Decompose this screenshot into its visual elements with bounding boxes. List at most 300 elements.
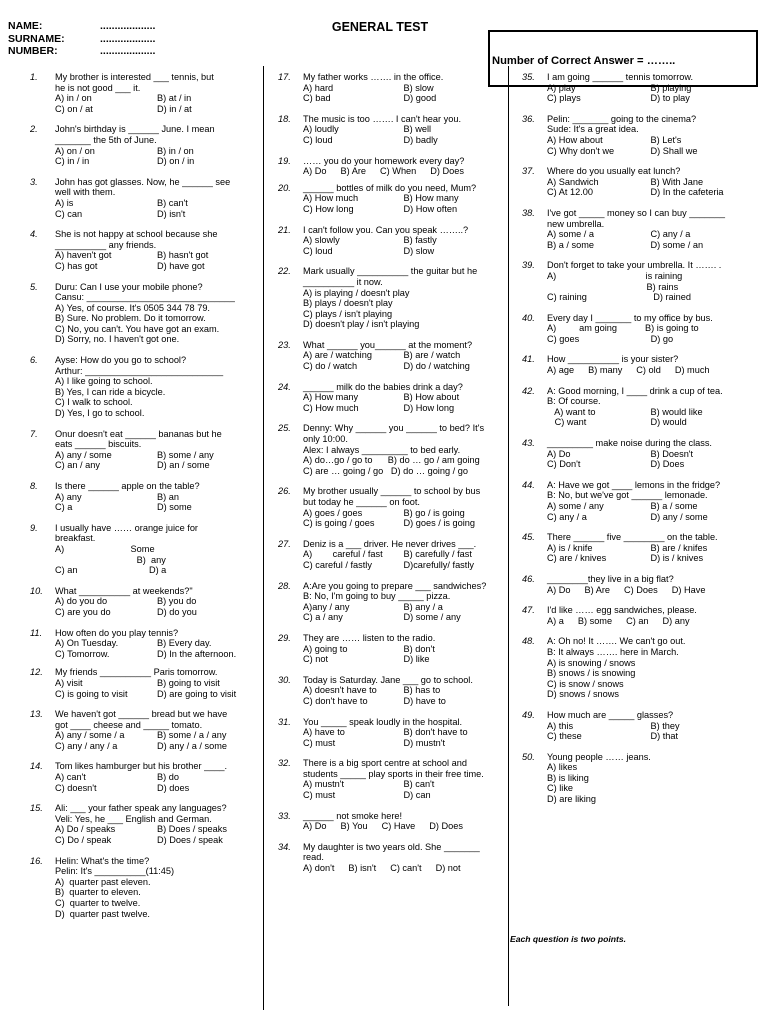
answer-option[interactable]: A) haven't got	[55, 250, 112, 261]
answer-option[interactable]: C) a / any	[303, 612, 343, 623]
answer-option[interactable]: B) Are	[340, 166, 367, 177]
answer-option[interactable]: B) any / a	[403, 601, 443, 612]
answer-option[interactable]: D) some / any	[403, 612, 461, 623]
answer-option[interactable]: C) can	[55, 208, 83, 219]
answer-option[interactable]: A) a	[547, 615, 564, 626]
answer-option[interactable]: A) likes	[547, 762, 578, 773]
answer-option[interactable]: B) rains	[547, 281, 679, 292]
question-number: 44.	[522, 479, 535, 490]
answer-option[interactable]: C) an / any	[55, 460, 100, 471]
answer-option[interactable]: A) Do	[547, 584, 571, 595]
answer-options	[547, 229, 750, 250]
question-body	[303, 842, 500, 874]
answer-option[interactable]: B) isn't	[348, 863, 377, 874]
answer-option[interactable]: D) Does / speak	[157, 835, 223, 846]
question-text: A:Are you going to prepare ___ sandwiches? B: No, I'm going to buy _____ pizza.	[303, 580, 487, 602]
answer-option[interactable]: A) some / a	[547, 229, 594, 240]
answer-option[interactable]: A) Do / speaks	[55, 824, 116, 835]
answer-option[interactable]: A) am going B) is going to	[547, 323, 699, 334]
answer-option[interactable]: B) go / is going	[403, 507, 465, 518]
question-block	[30, 803, 255, 845]
answer-option[interactable]: C) any / a	[547, 511, 587, 522]
answer-option[interactable]: D) any / some	[650, 511, 708, 522]
answer-option[interactable]: C) quarter to twelve.	[55, 898, 141, 908]
answer-option[interactable]: B) any	[55, 554, 166, 565]
answer-options	[303, 124, 500, 145]
answer-options	[547, 407, 750, 428]
answer-option[interactable]: A) have to	[303, 727, 345, 738]
question-text: A: Good morning, I ____ drink a cup of tea. B: Of course.	[547, 385, 723, 407]
answer-option[interactable]: D) have got	[157, 260, 205, 271]
question-body	[303, 811, 500, 832]
question-text: There is a big sport centre at school and students _____ play sports in their free time.	[303, 758, 484, 779]
answer-options	[303, 455, 500, 476]
answer-option[interactable]: C) not	[303, 654, 329, 665]
question-body	[55, 628, 255, 660]
answer-option[interactable]: B) quarter to eleven.	[55, 887, 141, 898]
answer-option[interactable]: D) Sorry, no. I haven't got one.	[55, 334, 180, 345]
answer-option[interactable]: A) How about	[547, 134, 603, 145]
question-number: 23.	[278, 339, 291, 350]
answer-option[interactable]: B) an	[157, 491, 179, 502]
answer-option[interactable]: B) Every day.	[157, 638, 212, 649]
answer-option[interactable]: B) plays / doesn't play	[303, 298, 393, 309]
answer-options	[547, 543, 750, 564]
answer-option[interactable]: D) Shall we	[650, 145, 698, 156]
question-block	[30, 229, 255, 271]
answer-option[interactable]: C) any / a	[650, 229, 691, 240]
question-text: Duru: Can I use your mobile phone? Cansu: _____________________________	[55, 281, 235, 303]
answer-option[interactable]: D) are going to visit	[157, 688, 237, 699]
answer-option[interactable]: C) Tomorrow.	[55, 648, 110, 659]
answer-options	[303, 350, 500, 371]
answer-option[interactable]: C) careful / fastly	[303, 559, 372, 570]
question-body	[55, 124, 255, 166]
answer-option[interactable]: C) How much	[303, 402, 359, 413]
answer-option[interactable]: B) can't	[157, 197, 188, 208]
question-block	[30, 72, 255, 114]
answer-option[interactable]: D) does	[157, 782, 190, 793]
answer-option[interactable]: C) plays	[547, 93, 581, 104]
answer-option[interactable]: C) At 12.00	[547, 187, 593, 198]
answer-options	[547, 449, 750, 470]
question-text: Pelin: _______ going to the cinema? Sude: It's a great idea.	[547, 113, 697, 135]
answer-option[interactable]: D) do / watching	[403, 361, 470, 372]
question-block	[522, 710, 750, 742]
question-text: …… you do your homework every day?	[303, 155, 465, 166]
answer-option[interactable]: B) do	[157, 772, 179, 783]
question-block	[30, 667, 255, 699]
question-block	[278, 382, 500, 414]
answer-option[interactable]: C) loud	[303, 134, 333, 145]
answer-option[interactable]: A) loudly	[303, 124, 339, 135]
answer-options	[55, 376, 255, 418]
answer-option[interactable]: D) like	[403, 654, 430, 665]
question-number: 39.	[522, 260, 535, 271]
question-number: 34.	[278, 841, 291, 852]
answer-option[interactable]: B) playing	[650, 82, 692, 93]
answer-option[interactable]: B) in / on	[157, 145, 194, 156]
answer-option[interactable]: D) Does	[650, 459, 685, 470]
answer-option[interactable]: A) How much	[303, 193, 359, 204]
question-body	[55, 586, 255, 618]
answer-option[interactable]: B) is liking	[547, 772, 589, 783]
answer-option[interactable]: D) do you	[157, 606, 197, 617]
answer-options	[547, 762, 750, 804]
questions-column-1	[30, 72, 255, 929]
answer-option[interactable]: A) in / on	[55, 93, 92, 104]
answer-option[interactable]: A) is / knife	[547, 542, 593, 553]
answer-option[interactable]: D) some / an	[650, 239, 704, 250]
answer-option[interactable]: A) going to	[303, 643, 348, 654]
answer-option[interactable]: C) want	[547, 417, 587, 428]
question-block	[30, 481, 255, 513]
answer-option[interactable]: B) slow	[403, 82, 434, 93]
answer-option[interactable]: C) are / knives	[547, 553, 607, 564]
answer-option[interactable]: D) mustn't	[403, 737, 446, 748]
question-body	[303, 382, 500, 414]
question-text: What __________ at weekends?"	[55, 585, 193, 596]
answer-options	[547, 271, 750, 303]
answer-option[interactable]: B) a / some	[650, 501, 698, 511]
question-text: Ali: ___ your father speak any languages? Veli: Yes, he ___ English and German.	[55, 803, 227, 824]
question-block	[522, 313, 750, 345]
answer-option[interactable]: A) is playing / doesn't play	[303, 287, 410, 298]
question-body	[55, 481, 255, 513]
question-block	[522, 114, 750, 156]
answer-option[interactable]: C) are you do	[55, 606, 111, 617]
answer-option[interactable]: A) mustn't	[303, 779, 345, 790]
answer-option[interactable]: C) an	[626, 615, 649, 626]
answer-option[interactable]: D) in / at	[157, 103, 192, 114]
answer-option[interactable]: A) some / any	[547, 501, 604, 511]
answer-option[interactable]: D) Does	[430, 166, 464, 177]
answer-option[interactable]: A) want to	[547, 406, 596, 417]
answer-option[interactable]: C) I walk to school.	[55, 397, 133, 408]
answer-options	[55, 450, 255, 471]
answer-options	[303, 644, 500, 665]
answer-option[interactable]: C) loud	[303, 245, 333, 256]
answer-option[interactable]: C) must	[303, 737, 336, 748]
answer-option[interactable]: A) can't	[55, 772, 86, 783]
answer-option[interactable]: D) an / some	[157, 460, 210, 471]
answer-option[interactable]: C) is going to visit	[55, 688, 128, 699]
answer-option[interactable]: A) How many	[303, 392, 359, 403]
answer-option[interactable]: D) good	[403, 93, 437, 104]
answer-option[interactable]: D) How often	[403, 203, 458, 214]
question-block	[278, 340, 500, 372]
answer-option[interactable]: A) Sandwich	[547, 176, 599, 187]
answer-option[interactable]: A) Do	[547, 448, 571, 459]
answer-option[interactable]: C) Do / speak	[55, 835, 112, 846]
answer-option[interactable]: B) don't	[403, 643, 435, 654]
answer-option[interactable]: C) on / at	[55, 103, 93, 114]
answer-option[interactable]: B) well	[403, 124, 432, 135]
answer-option[interactable]: A) don't	[303, 863, 335, 874]
number-blank[interactable]: ...................	[100, 45, 156, 57]
question-block	[522, 480, 750, 522]
answer-options	[303, 549, 500, 570]
answer-option[interactable]: D) any / a / some	[157, 740, 227, 751]
answer-option[interactable]: C) don't have to	[303, 695, 368, 706]
answer-options	[547, 616, 750, 627]
answer-option[interactable]: A) visit	[55, 677, 83, 688]
answer-option[interactable]: D) have to	[403, 695, 446, 706]
answer-option[interactable]: A) Do	[303, 821, 327, 832]
answer-option[interactable]: C) do / watch	[303, 361, 358, 372]
answer-option[interactable]: A) this	[547, 720, 574, 731]
question-text: They are …… listen to the radio.	[303, 632, 436, 643]
answer-option[interactable]: B) would like	[650, 406, 703, 417]
answer-option[interactable]: B) Yes, I can ride a bicycle.	[55, 386, 166, 397]
answer-option[interactable]: D) snows / snows	[547, 689, 619, 700]
question-body	[303, 114, 500, 146]
surname-field-row	[8, 33, 155, 46]
question-body	[303, 266, 500, 330]
answer-options	[55, 772, 255, 793]
answer-option[interactable]: A) hard	[303, 82, 334, 93]
answer-option[interactable]: D) that	[650, 731, 679, 742]
answer-options	[55, 678, 255, 699]
answer-option[interactable]: B) Sure. No problem. Do it tomorrow.	[55, 313, 206, 324]
name-label: NAME:	[8, 20, 43, 32]
answer-option[interactable]: B) some / any	[157, 449, 214, 460]
answer-option[interactable]: C) Why don't we	[547, 145, 615, 156]
answer-option[interactable]: C) must	[303, 790, 336, 801]
question-body	[303, 183, 500, 215]
answer-option[interactable]: A) do…go / go to B) do … go / am going	[303, 455, 480, 466]
answer-options	[547, 83, 750, 104]
answer-option[interactable]: B) has to	[403, 685, 441, 696]
question-block	[278, 423, 500, 476]
answer-option[interactable]: A) on / on	[55, 145, 95, 156]
answer-option[interactable]: D) In the afternoon.	[157, 648, 237, 659]
question-text: Don't forget to take your umbrella. It ……. .	[547, 260, 722, 271]
answer-option[interactable]: D) not	[435, 863, 461, 874]
answer-option[interactable]: B) are / watch	[403, 350, 461, 361]
answer-option[interactable]: B) going to visit	[157, 677, 220, 688]
answer-option[interactable]: B) Are	[584, 584, 611, 595]
answer-option[interactable]: D) to play	[650, 93, 690, 104]
answer-option[interactable]: B) Let's	[650, 134, 682, 145]
question-body	[55, 177, 255, 219]
question-number: 41.	[522, 354, 535, 365]
answer-option[interactable]: D) isn't	[157, 208, 186, 219]
answer-option[interactable]: B) can't	[403, 779, 435, 790]
question-body	[55, 72, 255, 114]
answer-option[interactable]: C) When	[380, 166, 417, 177]
answer-option[interactable]: B) snows / is snowing	[547, 668, 636, 679]
answer-option[interactable]: A) any	[55, 491, 82, 502]
answer-option[interactable]: B) they	[650, 720, 680, 731]
answer-option[interactable]: A) any / some / a	[55, 730, 125, 741]
answer-option[interactable]: C) Don't	[547, 459, 581, 470]
question-block	[522, 72, 750, 104]
answer-option[interactable]: D) some	[157, 502, 192, 513]
question-body	[55, 523, 255, 576]
answer-option[interactable]: D) quarter past twelve.	[55, 908, 150, 919]
answer-option[interactable]: C) a	[55, 502, 73, 513]
answer-option[interactable]: A) is raining	[547, 270, 683, 281]
answer-option[interactable]: B) With Jane	[650, 176, 704, 187]
question-block	[278, 156, 500, 177]
answer-option[interactable]: D) is / knives	[650, 553, 704, 564]
answer-option[interactable]: B) many	[588, 365, 623, 376]
answer-option[interactable]: D)carefully/ fastly	[403, 559, 474, 570]
answer-option[interactable]: A)any / any	[303, 601, 350, 612]
answer-option[interactable]: D) badly	[403, 134, 438, 145]
question-block	[30, 124, 255, 166]
question-body	[547, 710, 750, 742]
question-block	[30, 355, 255, 419]
question-block	[522, 532, 750, 564]
question-number: 13.	[30, 709, 43, 720]
answer-option[interactable]: D) How long	[403, 402, 455, 413]
question-body	[547, 438, 750, 470]
questions-column-3	[522, 72, 750, 815]
answer-option[interactable]: B) are / knifes	[650, 542, 708, 553]
question-text: My daughter is two years old. She _______ read.	[303, 841, 480, 863]
question-number: 40.	[522, 312, 535, 323]
answer-option[interactable]: D) any	[662, 615, 690, 626]
question-text: Helin: What's the time? Pelin: It's __________(11:45)	[55, 855, 175, 877]
answer-option[interactable]: C) in / in	[55, 156, 90, 167]
answer-option[interactable]: C) No, you can't. You have got an exam.	[55, 323, 220, 334]
answer-option[interactable]: C) is going / goes	[303, 518, 375, 529]
answer-option[interactable]: D) Have	[671, 584, 706, 595]
answer-option[interactable]: B) don't have to	[403, 727, 468, 738]
question-number: 10.	[30, 585, 43, 596]
answer-option[interactable]: A) are / watching	[303, 350, 372, 361]
answer-option[interactable]: B) hasn't got	[157, 250, 209, 261]
answer-option[interactable]: D) are liking	[547, 794, 597, 805]
answer-option[interactable]: C) an D) a	[55, 565, 167, 576]
name-blank[interactable]: ...................	[100, 20, 156, 32]
answer-option[interactable]: B) some / a / any	[157, 730, 227, 741]
answer-option[interactable]: B) Doesn't	[650, 448, 694, 459]
answer-option[interactable]: A) play	[547, 82, 576, 93]
answer-option[interactable]: B) you do	[157, 596, 197, 607]
answer-option[interactable]: B) fastly	[403, 235, 437, 246]
answer-option[interactable]: C) these	[547, 731, 582, 742]
answer-option[interactable]: B) How many	[403, 193, 459, 204]
question-text: ______ not smoke here!	[303, 810, 403, 821]
answer-option[interactable]: A) I like going to school.	[55, 376, 153, 387]
question-text: I am going ______ tennis tomorrow.	[547, 72, 694, 82]
question-body	[55, 229, 255, 271]
question-body	[547, 354, 750, 375]
question-body	[547, 636, 750, 700]
question-block	[30, 523, 255, 576]
answer-option[interactable]: B) You	[340, 821, 368, 832]
question-number: 24.	[278, 381, 291, 392]
question-number: 17.	[278, 72, 291, 82]
question-text: My friends __________ Paris tomorrow.	[55, 667, 218, 678]
answer-option[interactable]: A) is	[55, 197, 74, 208]
answer-option[interactable]: C) bad	[303, 93, 331, 104]
answer-option[interactable]: C) old	[636, 365, 661, 376]
answer-option[interactable]: A) slowly	[303, 235, 340, 246]
answer-option[interactable]: B) carefully / fast	[403, 549, 472, 560]
answer-option[interactable]: D) on / in	[157, 156, 195, 167]
answer-option[interactable]: B) a / some	[547, 239, 594, 250]
question-body	[547, 386, 750, 428]
answer-option[interactable]: A) is snowing / snows	[547, 657, 636, 668]
answer-option[interactable]: C) is snow / snows	[547, 678, 624, 689]
answer-option[interactable]: C) any / any / a	[55, 740, 118, 751]
answer-option[interactable]: D) slow	[403, 245, 435, 256]
answer-options	[55, 303, 255, 345]
answer-option[interactable]: C) has got	[55, 260, 98, 271]
answer-option[interactable]: D) much	[674, 365, 710, 376]
answer-option[interactable]: A) On Tuesday.	[55, 638, 119, 649]
question-block	[30, 282, 255, 346]
question-number: 1.	[30, 72, 38, 82]
answer-option[interactable]: A) any / some	[55, 449, 112, 460]
student-info-fields	[8, 20, 155, 58]
answer-option[interactable]: D) would	[650, 417, 687, 428]
answer-option[interactable]: C) How long	[303, 203, 354, 214]
answer-option[interactable]: D) doesn't play / isn't playing	[303, 319, 420, 330]
answer-option[interactable]: D) Yes, I go to school.	[55, 408, 145, 419]
question-text: I'd like …… egg sandwiches, please.	[547, 605, 697, 616]
question-block	[278, 675, 500, 707]
answer-option[interactable]: C) plays / isn't playing	[303, 308, 393, 319]
question-block	[30, 709, 255, 751]
question-body	[303, 675, 500, 707]
answer-option[interactable]: C) like	[547, 783, 574, 794]
question-text: ________they live in a big flat?	[547, 573, 674, 584]
answer-option[interactable]: B) at / in	[157, 93, 192, 104]
answer-options	[303, 863, 500, 874]
question-body	[55, 429, 255, 471]
answer-option[interactable]: A) Yes, of course. It's 0505 344 78 79.	[55, 302, 210, 313]
answer-option[interactable]: A) age	[547, 365, 575, 376]
answer-option[interactable]: B) How about	[403, 392, 460, 403]
answer-option[interactable]: C) raining D) rained	[547, 292, 691, 303]
answer-option[interactable]: C) can't	[390, 863, 422, 874]
answer-option[interactable]: C) are … going / go D) do … going / go	[303, 465, 468, 476]
answer-option[interactable]: D) goes / is going	[403, 518, 475, 529]
answer-option[interactable]: B) some	[577, 615, 613, 626]
answer-option[interactable]: A) do you do	[55, 596, 108, 607]
question-body	[547, 480, 750, 522]
answer-option[interactable]: D) In the cafeteria	[650, 187, 724, 198]
answer-option[interactable]: B) Does / speaks	[157, 824, 227, 835]
answer-option[interactable]: A) goes / goes	[303, 507, 363, 518]
question-body	[55, 709, 255, 751]
answer-option[interactable]: A) careful / fast	[303, 549, 383, 560]
question-text: Tom likes hamburger but his brother ____.	[55, 761, 228, 772]
question-number: 16.	[30, 855, 43, 866]
question-number: 9.	[30, 522, 38, 533]
answer-options	[547, 721, 750, 742]
answer-option[interactable]: C) doesn't	[55, 782, 97, 793]
answer-option[interactable]: A) doesn't have to	[303, 685, 377, 696]
surname-blank[interactable]: ...................	[100, 32, 156, 45]
answer-option[interactable]: A) Do	[303, 166, 327, 177]
question-body	[547, 166, 750, 198]
answer-option[interactable]: A) quarter past eleven.	[55, 876, 151, 887]
answer-option[interactable]: D) can	[403, 790, 431, 801]
answer-option[interactable]: C) Have	[381, 821, 416, 832]
answer-option[interactable]: C) Does	[624, 584, 658, 595]
question-block	[522, 260, 750, 302]
answer-options	[55, 93, 255, 114]
answer-option[interactable]: D) Does	[429, 821, 463, 832]
answer-option[interactable]: A) Some	[55, 543, 155, 554]
answer-option[interactable]: C) goes D) go	[547, 333, 674, 344]
